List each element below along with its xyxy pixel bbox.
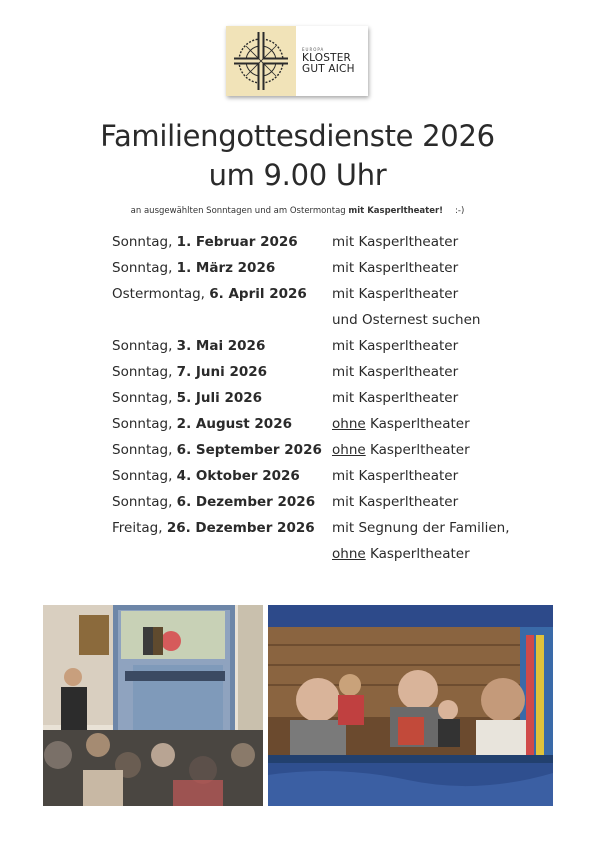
schedule-row	[112, 364, 532, 390]
logo-small-line: EUROPA	[302, 47, 325, 52]
subtitle	[0, 206, 595, 216]
schedule-weekday: Sonntag,	[112, 234, 177, 250]
schedule-row	[112, 416, 532, 442]
schedule-weekday: Sonntag,	[112, 442, 177, 458]
schedule-note-text: mit Kasperltheater	[332, 494, 459, 510]
subtitle-text: an ausgewählten Sonntagen und am Ostermontag	[130, 206, 349, 216]
schedule-note-text: mit Kasperltheater	[332, 260, 459, 276]
schedule-note-text: mit Kasperltheater	[332, 286, 459, 302]
schedule-row	[112, 234, 532, 260]
schedule-date	[112, 364, 267, 380]
schedule-weekday: Freitag,	[112, 520, 167, 536]
schedule-weekday: Sonntag,	[112, 468, 177, 484]
schedule-date-value: 6. April 2026	[209, 286, 307, 302]
schedule-row	[112, 468, 532, 494]
schedule-date-value: 1. Februar 2026	[176, 234, 298, 250]
logo-line-1: KLOSTER	[302, 52, 352, 64]
schedule-note	[332, 546, 470, 562]
schedule-date	[112, 468, 300, 484]
schedule-date	[112, 286, 307, 302]
schedule-date	[112, 416, 292, 432]
schedule-note	[332, 390, 458, 406]
photo-puppeteers	[268, 605, 553, 806]
logo-wordmark	[302, 48, 355, 74]
schedule-note	[332, 468, 458, 484]
schedule-row	[112, 520, 532, 546]
schedule-date-value: 2. August 2026	[176, 416, 292, 432]
schedule-note-text: und Osternest suchen	[332, 312, 481, 328]
schedule-date	[112, 338, 265, 354]
page-title-time: um 9.00 Uhr	[208, 158, 387, 192]
schedule-row	[112, 390, 532, 416]
schedule-note	[332, 364, 458, 380]
schedule-note-text: mit Kasperltheater	[332, 234, 459, 250]
schedule-row	[112, 286, 532, 312]
schedule-note-text: mit Kasperltheater	[332, 390, 459, 406]
abbey-cross-emblem-icon	[226, 26, 296, 96]
logo	[226, 26, 368, 96]
schedule-row	[112, 442, 532, 468]
schedule-date	[112, 442, 322, 458]
schedule-weekday: Sonntag,	[112, 390, 177, 406]
schedule-note	[332, 416, 470, 432]
schedule-note	[332, 286, 458, 302]
schedule-weekday: Sonntag,	[112, 494, 177, 510]
schedule-note-text: mit Kasperltheater	[332, 338, 459, 354]
schedule-date-value: 4. Oktober 2026	[176, 468, 300, 484]
schedule-row	[112, 494, 532, 520]
schedule-row	[112, 546, 532, 572]
schedule-date-value: 5. Juli 2026	[176, 390, 263, 406]
schedule-note	[332, 338, 458, 354]
subtitle-bold: mit Kasperltheater!	[348, 206, 444, 216]
schedule-date-value: 6. Dezember 2026	[176, 494, 316, 510]
schedule-date	[112, 494, 315, 510]
schedule-date-value: 1. März 2026	[176, 260, 276, 276]
schedule-weekday: Sonntag,	[112, 364, 177, 380]
schedule-date	[112, 234, 298, 250]
schedule-note	[332, 312, 480, 328]
schedule-note-text: mit Segnung der Familien,	[332, 520, 510, 536]
schedule-row	[112, 312, 532, 338]
schedule-date	[112, 390, 262, 406]
schedule-date	[112, 260, 275, 276]
schedule-note	[332, 494, 458, 510]
photo-congregation	[43, 605, 263, 806]
schedule-note	[332, 260, 458, 276]
schedule-note-emphasis: ohne	[332, 416, 366, 432]
schedule-row	[112, 338, 532, 364]
schedule-note-text: Kasperltheater	[365, 546, 470, 562]
logo-line-2: GUT AICH	[302, 62, 355, 75]
schedule-note-text: Kasperltheater	[365, 442, 470, 458]
page-title: Familiengottesdienste 2026	[100, 119, 495, 153]
schedule-note	[332, 442, 470, 458]
schedule-note-text: mit Kasperltheater	[332, 364, 459, 380]
schedule-weekday: Sonntag,	[112, 338, 177, 354]
schedule-date-value: 3. Mai 2026	[176, 338, 266, 354]
schedule-weekday: Sonntag,	[112, 416, 177, 432]
schedule-note-emphasis: ohne	[332, 442, 366, 458]
schedule-row	[112, 260, 532, 286]
schedule-weekday: Ostermontag,	[112, 286, 210, 302]
schedule-note-text: Kasperltheater	[365, 416, 470, 432]
schedule-date-value: 26. Dezember 2026	[166, 520, 315, 536]
schedule-note-emphasis: ohne	[332, 546, 366, 562]
schedule-weekday: Sonntag,	[112, 260, 177, 276]
schedule-note	[332, 234, 458, 250]
schedule-date-value: 6. September 2026	[176, 442, 322, 458]
schedule-date-value: 7. Juni 2026	[176, 364, 268, 380]
subtitle-smiley: :-)	[455, 206, 465, 216]
schedule-date	[112, 520, 315, 536]
schedule-note	[332, 520, 510, 536]
schedule-note-text: mit Kasperltheater	[332, 468, 459, 484]
